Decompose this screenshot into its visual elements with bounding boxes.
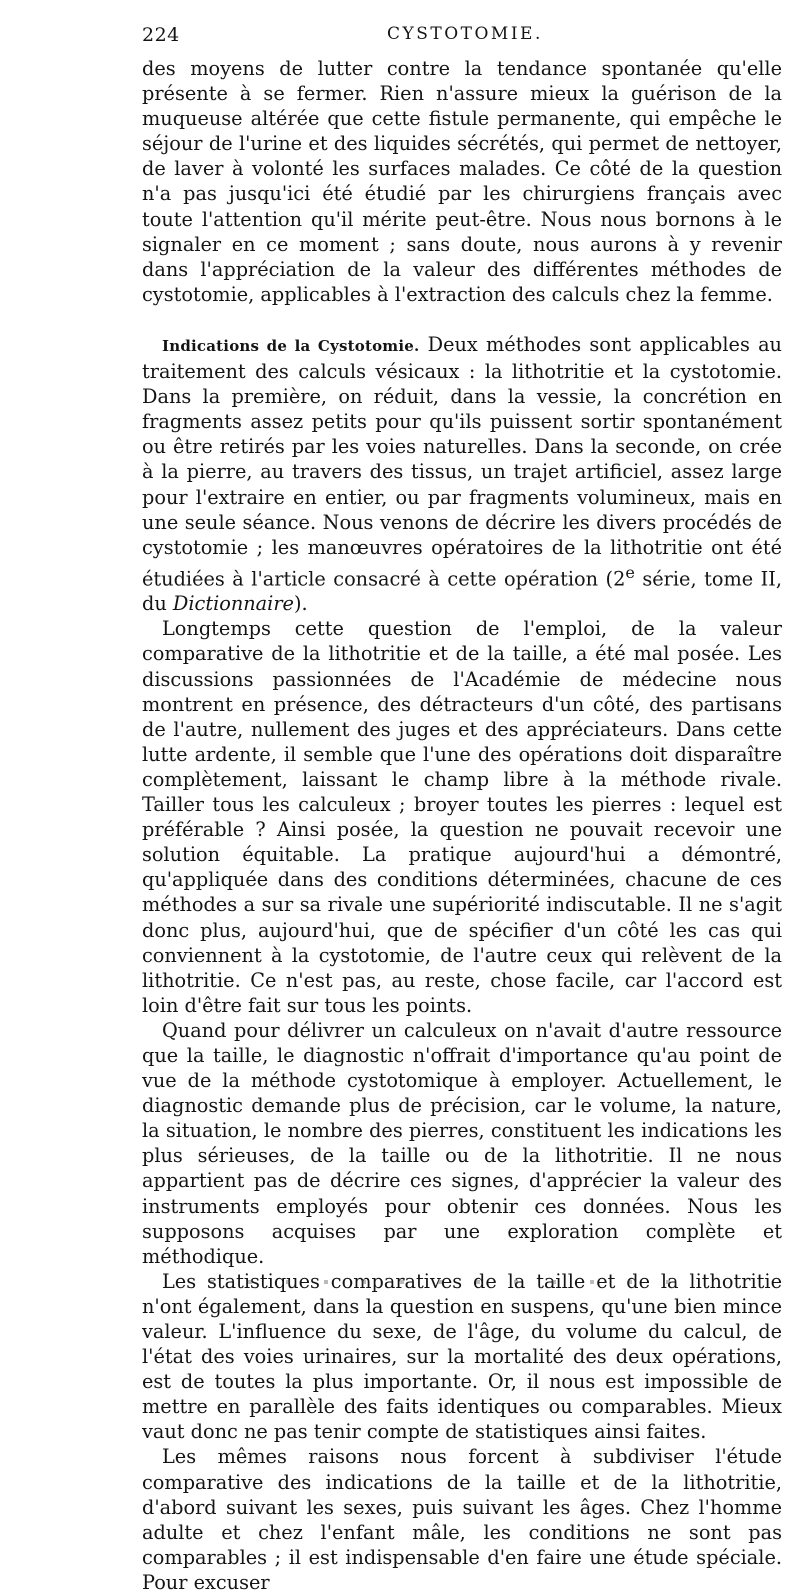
paragraph-2-text-a: Deux méthodes sont applicables au traitement des calculs vésicaux : la lithotritie et la cystotomie. Dans la première, on réduit, dans la vessie, la concrétion en fragments assez petits pour qu'ils puissent sortir spontanément ou être retirés par les voies naturelles. Dans la seconde, on crée à la pierre, au travers des tissus, un trajet artificiel, assez large pour l'extraire en entier, ou par fragments volumineux, mais en une seule séance. Nous venons de décrire les divers procédés de cystotomie ; les manœuvres opératoires de la lithotritie ont été étudiées à l'article consacré à cette opération (2 [142,332,782,591]
bleed-through-marks [210,1280,680,1284]
paragraph-6: Les mêmes raisons nous forcent à subdiviser l'étude comparative des indications de la taille et de la lithotritie, d'abord suivant les sexes, puis suivant les âges. Chez l'homme adulte et chez l'enfant mâle, les conditions ne sont pas comparables ; il est indispensable d'en faire une étude spéciale. Pour excuser [142,1445,782,1594]
paragraph-2-text-b: série, tome II, du [142,567,783,616]
paragraph-2 [142,332,782,616]
paragraph-1: des moyens de lutter contre la tendance spontanée qu'elle présente à se fermer. Rien n'assure mieux la guérison de la muqueuse altérée que cette fistule permanente, qui empêche le séjour de l'urine et des liquides sécrétés, qui permet de nettoyer, de laver à volonté les surfaces malades. Ce côté de la question n'a pas jusqu'ici été étudié par les chirurgiens français avec toute l'attention qu'il mérite peut-être. Nous nous bornons à le signaler en ce moment ; sans doute, nous aurons à y revenir dans l'appréciation de la valeur des différentes méthodes de cystotomie, applicables à l'extraction des calculs chez la femme. [142,57,782,306]
running-head: CYSTOTOMIE. [387,24,543,44]
paragraph-4: Quand pour délivrer un calculeux on n'avait d'autre ressource que la taille, le diagnostic n'offrait d'importance qu'au point de vue de la méthode cystotomique à employer. Actuellement, le diagnostic demande plus de précision, car le volume, la nature, la situation, le nombre des pierres, constituent les indications les plus sérieuses, de la taille ou de la lithotritie. Il ne nous appartient pas de décrire ces signes, d'apprécier la valeur des instruments employés pour obtenir ces données. Nous les supposons acquises par une exploration complète et méthodique. [142,1018,782,1268]
paragraph-3: Longtemps cette question de l'emploi, de la valeur comparative de la lithotritie et de la taille, a été mal posée. Les discussions passionnées de l'Académie de médecine nous montrent en présence, des détracteurs d'un côté, des partisans de l'autre, nullement des juges et des appréciateurs. Dans cette lutte ardente, il semble que l'une des opérations doit disparaître complètement, laissant le champ libre à la méthode rivale. Tailler tous les calculeux ; broyer toutes les pierres : lequel est préférable ? Ainsi posée, la question ne pouvait recevoir une solution équitable. La pratique aujourd'hui a démontré, qu'appliquée dans des conditions déterminées, chacune de ces méthodes a sur sa rivale une supériorité indiscutable. Il ne s'agit donc plus, aujourd'hui, que de spécifier d'un côté les cas qui conviennent à la cystotomie, de l'autre ceux qui relèvent de la lithotritie. Ce n'est pas, au reste, chose facile, car l'accord est loin d'être fait sur tous les points. [142,617,782,1017]
dictionnaire-title: Dictionnaire [172,592,294,616]
section-heading: Indications de la Cystotomie. [162,336,420,355]
paragraph-2-end: ). [293,592,308,616]
body-text [142,56,782,1595]
page-number: 224 [142,24,180,46]
paragraph-2-superscript: e [625,562,635,582]
paragraph-5: Les statistiques comparatives de la taille et de la lithotritie n'ont également, dans la question en suspens, qu'une bien mince valeur. L'influence du sexe, de l'âge, du volume du calcul, de l'état des voies urinaires, sur la mortalité des deux opérations, est de toutes la plus importante. Or, il nous est impossible de mettre en parallèle des faits identiques ou comparables. Mieux vaut donc ne pas tenir compte de statistiques ainsi faites. [142,1269,782,1444]
page-header [142,24,782,50]
